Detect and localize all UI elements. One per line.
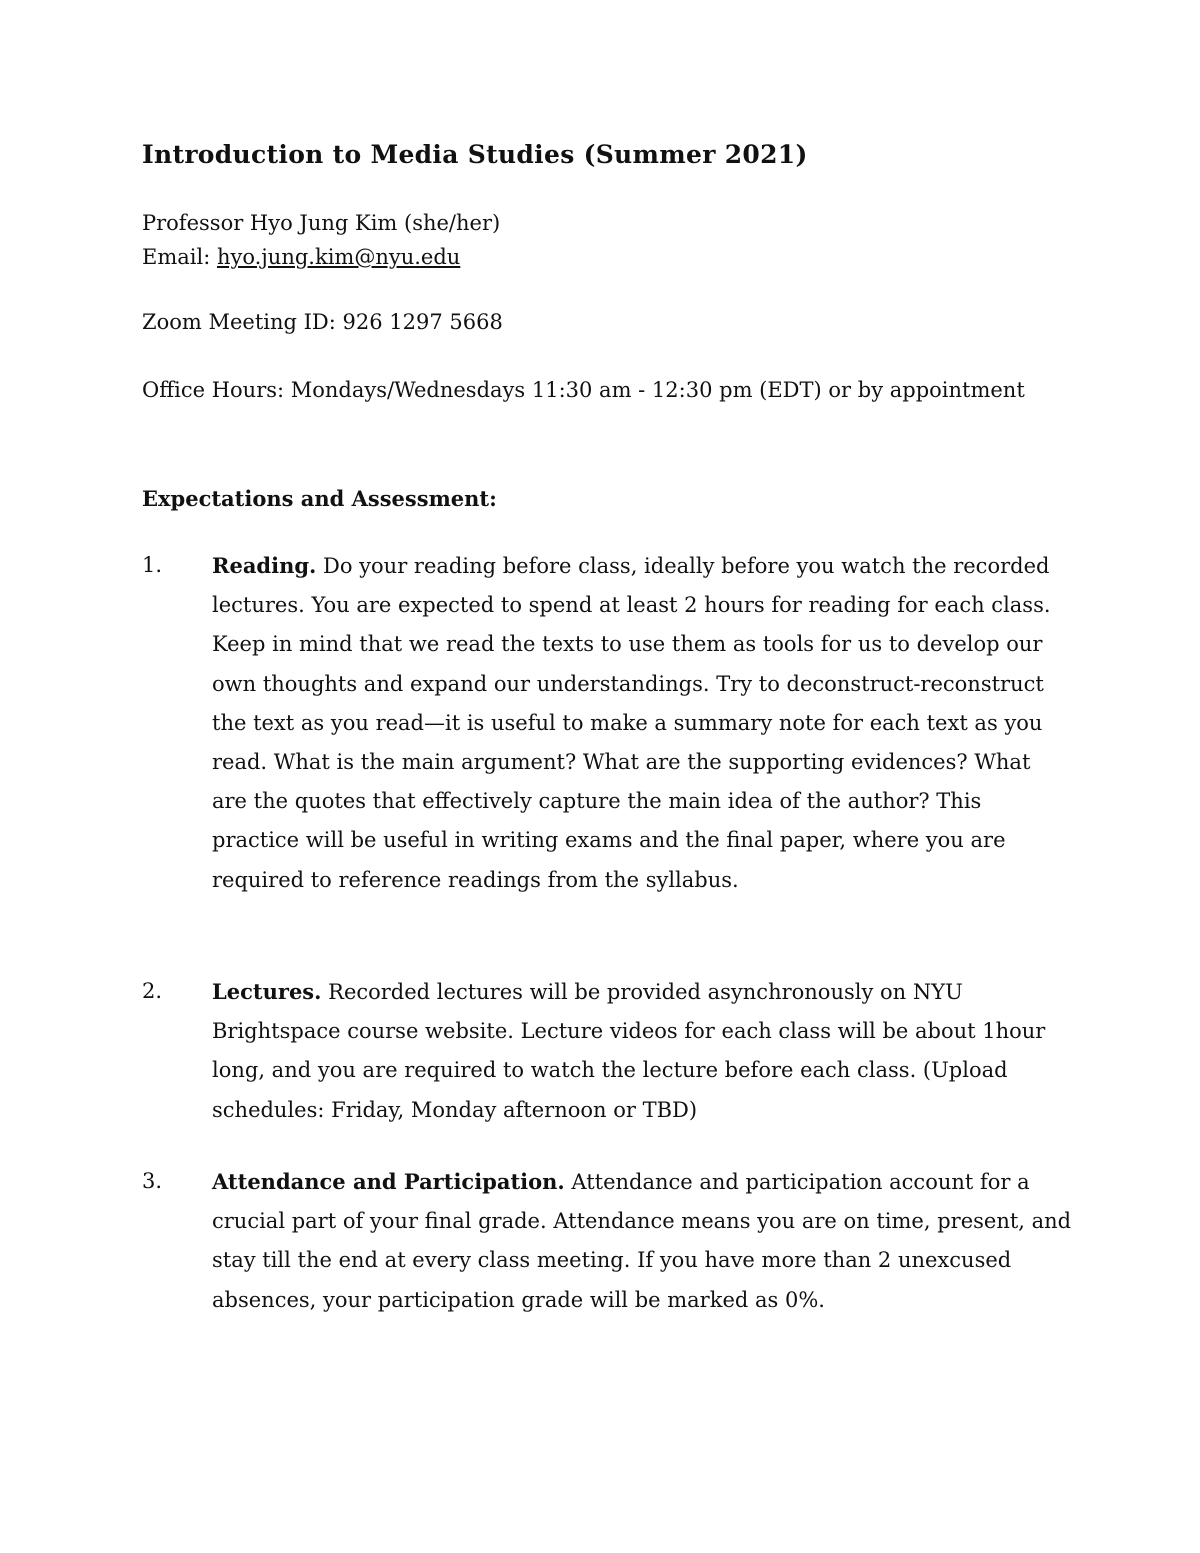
office-hours: Office Hours: Mondays/Wednesdays 11:30 am - 12:30 pm (EDT) or by appointment <box>142 378 1025 402</box>
list-item-number: 1. <box>142 553 163 577</box>
list-item-text <box>212 972 1072 1130</box>
zoom-meeting-id: Zoom Meeting ID: 926 1297 5668 <box>142 310 503 334</box>
list-item-number: 2. <box>142 979 163 1003</box>
email-link[interactable]: hyo.jung.kim@nyu.edu <box>216 245 461 269</box>
professor-line: Professor Hyo Jung Kim (she/her) <box>142 211 501 235</box>
list-item-number: 3. <box>142 1169 163 1193</box>
list-item-body: Attendance and participation account for a crucial part of your final grade. Attendance means you are on time, present, and stay till the end at every class meeting. If you have more than 2 unexcused absences, your participation grade will be marked as 0%. <box>212 1170 1072 1312</box>
list-item-heading: Reading. <box>212 553 317 578</box>
list-item-text <box>212 546 1072 900</box>
email-line <box>142 245 460 269</box>
list-item-text <box>212 1162 1072 1320</box>
list-item-body: Do your reading before class, ideally before you watch the recorded lectures. You are expected to spend at least 2 hours for reading for each class. Keep in mind that we read the texts to use them as tools for us to develop our own thoughts and expand our understandings. Try to deconstruct-reconstruct the text as you read—it is useful to make a summary note for each text as you read. What is the main argument? What are the supporting evidences? What are the quotes that effectively capture the main idea of the author? This practice will be useful in writing exams and the final paper, where you are required to reference readings from the syllabus. <box>212 554 1051 892</box>
list-item-heading: Attendance and Participation. <box>212 1169 565 1194</box>
document-title: Introduction to Media Studies (Summer 2021) <box>142 140 808 169</box>
section-heading: Expectations and Assessment: <box>142 486 497 511</box>
email-label: Email: <box>142 245 217 269</box>
list-item-heading: Lectures. <box>212 979 322 1004</box>
list-item-body: Recorded lectures will be provided asynchronously on NYU Brightspace course website. Lecture videos for each class will be about 1hour long, and you are required to watch the lecture before each class. (Upload schedules: Friday, Monday afternoon or TBD) <box>212 980 1046 1122</box>
